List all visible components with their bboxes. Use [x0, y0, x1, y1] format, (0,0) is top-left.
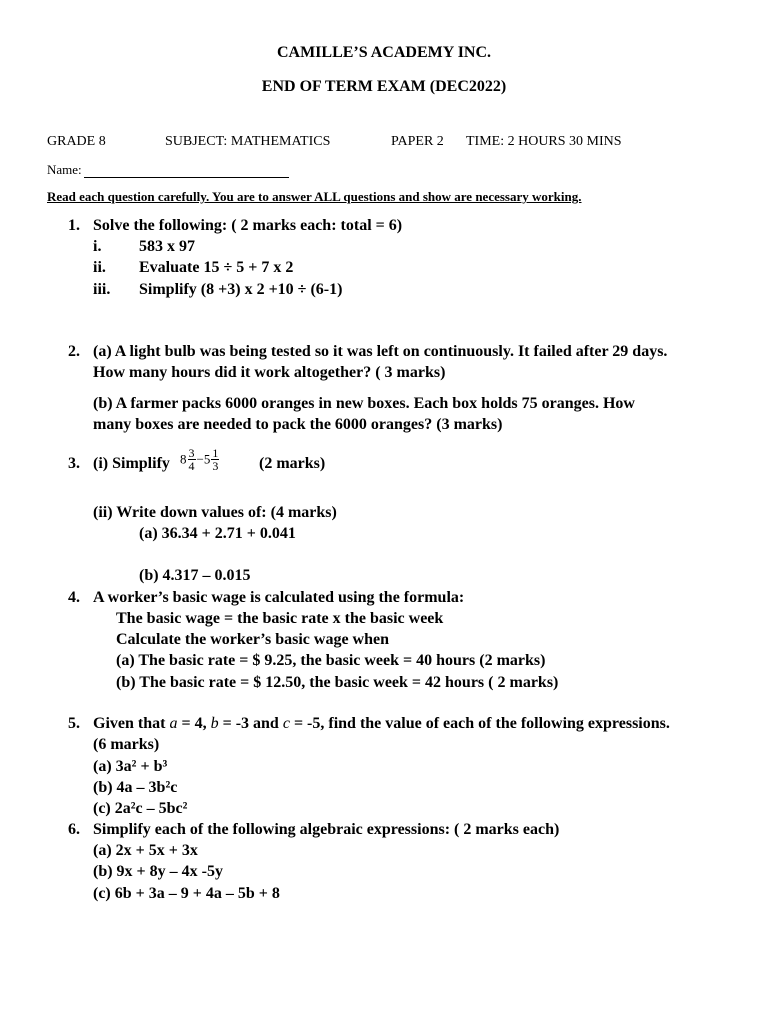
q5-val-c: = -5, find the value of each of the following expressions.: [289, 715, 670, 732]
q3-part-ii: (ii) Write down values of: (4 marks): [93, 504, 337, 521]
q4-line-3: Calculate the worker’s basic wage when: [116, 631, 389, 648]
q6-number: 6.: [68, 821, 80, 838]
q5-var-c: c: [282, 715, 290, 732]
q3-ii-a: (a) 36.34 + 2.71 + 0.041: [139, 525, 296, 542]
q5-item-c: (c) 2a²c – 5bc²: [93, 800, 188, 817]
q4-part-b: (b) The basic rate = $ 12.50, the basic week = 42 hours ( 2 marks): [116, 674, 559, 691]
q5-var-a: a: [169, 715, 178, 732]
q5-val-a: = 4,: [177, 715, 211, 732]
q1-item-label: ii.: [93, 259, 106, 276]
q3-fraction-1: [188, 447, 196, 472]
q5-number: 5.: [68, 715, 80, 732]
q2-part-a-line1: (a) A light bulb was being tested so it was left on continuously. It failed after 29 days.: [93, 343, 668, 360]
q3-denominator-1: 4: [188, 459, 195, 473]
q3-whole-2: 5: [203, 451, 211, 467]
q5-item-a: (a) 3a² + b³: [93, 758, 168, 775]
q3-numerator-2: 1: [212, 446, 219, 460]
q1-text: Solve the following: ( 2 marks each: total = 6): [93, 217, 403, 234]
q4-part-a: (a) The basic rate = $ 9.25, the basic week = 40 hours (2 marks): [116, 652, 546, 669]
q3-mixed-expression: [180, 447, 220, 472]
q2-part-b-line2: many boxes are needed to pack the 6000 oranges? (3 marks): [93, 416, 503, 433]
q1-number: 1.: [68, 217, 80, 234]
q6-text: Simplify each of the following algebraic expressions: ( 2 marks each): [93, 821, 560, 838]
q1-item-label: i.: [93, 238, 102, 255]
q3-minus: −: [196, 451, 204, 467]
q5-given: Given that: [93, 715, 170, 732]
q6-item-c: (c) 6b + 3a – 9 + 4a – 5b + 8: [93, 885, 280, 902]
q1-item-label: iii.: [93, 281, 111, 298]
q3-fraction-2: [211, 447, 219, 472]
school-name: CAMILLE’S ACADEMY INC.: [276, 44, 492, 61]
q3-i-marks: (2 marks): [259, 455, 326, 472]
q3-ii-b: (b) 4.317 – 0.015: [139, 567, 251, 584]
q3-i-label: (i) Simplify: [93, 455, 170, 472]
q6-item-b: (b) 9x + 8y – 4x -5y: [93, 863, 223, 880]
q2-number: 2.: [68, 343, 80, 360]
paper-label: PAPER 2: [391, 134, 444, 149]
q5-marks: (6 marks): [93, 736, 160, 753]
q5-item-b: (b) 4a – 3b²c: [93, 779, 178, 796]
q1-item-text: Evaluate 15 ÷ 5 + 7 x 2: [139, 259, 294, 276]
q5-val-b: = -3 and: [218, 715, 283, 732]
q3-numerator-1: 3: [188, 446, 195, 460]
q1-item-text: Simplify (8 +3) x 2 +10 ÷ (6-1): [139, 281, 343, 298]
q2-part-a-line2: How many hours did it work altogether? ( 3 marks): [93, 364, 446, 381]
time-label: TIME: 2 HOURS 30 MINS: [466, 134, 622, 149]
exam-title: END OF TERM EXAM (DEC2022): [261, 78, 507, 95]
q4-line-2: The basic wage = the basic rate x the basic week: [116, 610, 444, 627]
q2-part-b-line1: (b) A farmer packs 6000 oranges in new boxes. Each box holds 75 oranges. How: [93, 395, 635, 412]
name-label: Name:: [47, 162, 82, 177]
q3-part-i: [93, 454, 170, 475]
subject-label: SUBJECT: MATHEMATICS: [165, 134, 331, 149]
q4-line-1: A worker’s basic wage is calculated using the formula:: [93, 589, 465, 606]
q3-denominator-2: 3: [212, 459, 219, 473]
grade-label: GRADE 8: [47, 134, 106, 149]
instructions: Read each question carefully. You are to answer ALL questions and show are necessary working.: [47, 189, 582, 204]
q5-line-1: [93, 714, 670, 735]
q3-whole-1: 8: [180, 451, 187, 467]
q5-var-b: b: [210, 715, 219, 732]
q1-item-text: 583 x 97: [139, 238, 195, 255]
q6-item-a: (a) 2x + 5x + 3x: [93, 842, 198, 859]
q4-number: 4.: [68, 589, 80, 606]
name-row: [47, 162, 289, 178]
name-blank-line[interactable]: [84, 165, 289, 178]
q3-number: 3.: [68, 455, 80, 472]
